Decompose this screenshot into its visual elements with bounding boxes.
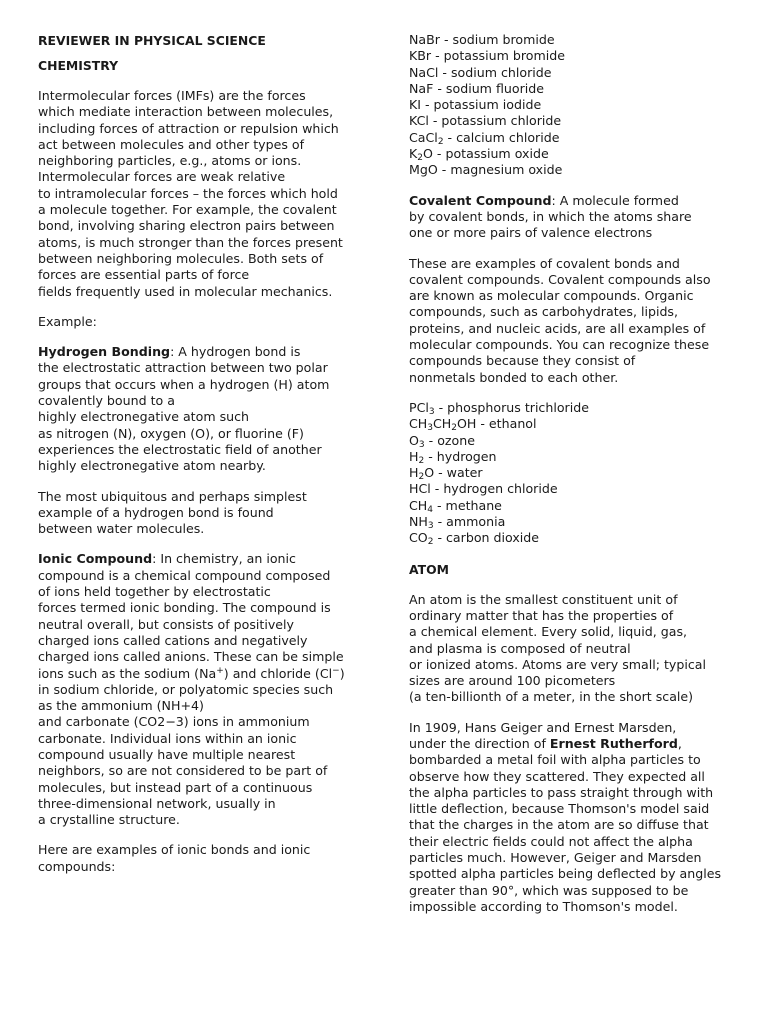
text-run: CH xyxy=(409,416,428,432)
paragraph-line: compounds because they consist of xyxy=(409,353,636,369)
list-item: MgO - magnesium oxide xyxy=(409,162,563,178)
paragraph-line: neighbors, so are not considered to be part of xyxy=(38,763,328,779)
list-item: NaCl - sodium chloride xyxy=(409,64,552,80)
paragraph-line: as nitrogen (N), oxygen (O), or fluorine (F) xyxy=(38,425,304,441)
paragraph-line: in sodium chloride, or polyatomic species such xyxy=(38,681,334,697)
list-item xyxy=(409,514,734,530)
paragraph-line: a chemical element. Every solid, liquid, gas, xyxy=(409,624,688,640)
list-item xyxy=(409,146,734,162)
text-run: ) and chloride (Cl xyxy=(223,665,333,681)
paragraph-line: molecules, but instead part of a continuous xyxy=(38,779,313,795)
text-run: O - potassium oxide xyxy=(423,146,549,162)
paragraph-line: little deflection, because Thomson's model said xyxy=(409,801,710,817)
list-item xyxy=(409,465,734,481)
text-run: - phosphorus trichloride xyxy=(434,399,589,415)
paragraph-line: charged ions called cations and negatively xyxy=(38,632,308,648)
text-run: ) xyxy=(339,665,345,681)
paragraph-line: Here are examples of ionic bonds and ionic xyxy=(38,842,311,858)
paragraph-line: particles much. However, Geiger and Marsden xyxy=(409,850,702,866)
paragraph-line: by covalent bonds, in which the atoms share xyxy=(409,208,692,224)
paragraph-line: covalently bound to a xyxy=(38,393,175,409)
covalent-examples-list xyxy=(409,400,734,547)
paragraph-line: compounds, such as carbohydrates, lipids, xyxy=(409,304,679,320)
paragraph-line: and plasma is composed of neutral xyxy=(409,640,631,656)
paragraph-line: spotted alpha particles being deflected by angles xyxy=(409,866,722,882)
ionic-compound-text: : In chemistry, an ionic xyxy=(152,551,296,567)
paragraph-line: and carbonate (CO2−3) ions in ammonium xyxy=(38,714,310,730)
paragraph-line: experiences the electrostatic field of another xyxy=(38,441,322,457)
covalent-examples-paragraph xyxy=(409,256,734,386)
paragraph-line: greater than 90°, which was supposed to be xyxy=(409,882,689,898)
subscript: 3 xyxy=(427,423,433,434)
paragraph-line: charged ions called anions. These can be simple xyxy=(38,649,344,665)
ionic-compound-term: Ionic Compound xyxy=(38,551,153,567)
list-item: NaF - sodium fluoride xyxy=(409,80,544,96)
text-run: under the direction of xyxy=(409,735,550,751)
text-run: - methane xyxy=(433,497,502,513)
geiger-marsden-paragraph xyxy=(409,720,734,916)
paragraph-line: highly electronegative atom nearby. xyxy=(38,458,266,474)
document-title: REVIEWER IN PHYSICAL SCIENCE xyxy=(38,33,266,48)
text-run: , xyxy=(677,735,682,751)
text-run: O - water xyxy=(424,465,483,481)
text-run: OH - ethanol xyxy=(457,416,537,432)
paragraph-line: a crystalline structure. xyxy=(38,812,180,828)
text-run: CH xyxy=(433,416,452,432)
list-item xyxy=(409,433,734,449)
hydrogen-bonding-paragraph xyxy=(38,344,370,474)
paragraph-line: compounds: xyxy=(38,858,116,874)
list-item xyxy=(409,481,734,497)
paragraph-line: Intermolecular forces (IMFs) are the forces xyxy=(38,88,306,103)
hydrogen-bonding-term: Hydrogen Bonding xyxy=(38,344,171,360)
paragraph-line xyxy=(38,666,370,682)
covalent-compound-term: Covalent Compound xyxy=(409,192,552,208)
paragraph-line xyxy=(409,193,734,209)
paragraph-line: The most ubiquitous and perhaps simplest xyxy=(38,488,307,504)
text-run: H xyxy=(409,448,419,464)
text-run: K xyxy=(409,146,418,162)
paragraph-line: covalent compounds. Covalent compounds also xyxy=(409,271,711,287)
paragraph-line: or ionized atoms. Atoms are very small; typical xyxy=(409,656,707,672)
list-item xyxy=(409,498,734,514)
subscript: 3 xyxy=(427,521,434,532)
paragraph-line: fields frequently used in molecular mechanics. xyxy=(38,283,333,299)
rutherford-name: Ernest Rutherford xyxy=(549,735,678,751)
text-run: - ozone xyxy=(424,432,475,448)
right-column xyxy=(409,32,734,915)
subscript: 3 xyxy=(418,439,425,450)
list-item xyxy=(409,449,734,465)
list-item: NaBr - sodium bromide xyxy=(409,32,555,47)
left-column xyxy=(38,32,370,875)
paragraph-line: ordinary matter that has the properties of xyxy=(409,607,674,623)
text-run: - ammonia xyxy=(433,514,506,530)
paragraph-line: compound is a chemical compound composed xyxy=(38,567,331,583)
paragraph-line xyxy=(409,736,734,752)
ionic-examples-intro xyxy=(38,842,370,875)
paragraph-line: the electrostatic attraction between two polar xyxy=(38,360,328,376)
covalent-compound-text: : A molecule formed xyxy=(551,192,679,208)
paragraph-line: that the charges in the atom are so diffuse that xyxy=(409,817,709,833)
paragraph-line: including forces of attraction or repulsion which xyxy=(38,120,339,136)
paragraph-line: to intramolecular forces – the forces which hold xyxy=(38,185,338,201)
hydrogen-bonding-text: : A hydrogen bond is xyxy=(170,344,301,360)
paragraph-line: Intermolecular forces are weak relative xyxy=(38,169,286,185)
text-run: ions such as the sodium (Na xyxy=(38,665,217,681)
text-run: - carbon dioxide xyxy=(433,530,540,546)
paragraph-line: observe how they scattered. They expected all xyxy=(409,768,705,784)
paragraph-line: a molecule together. For example, the covalent xyxy=(38,202,337,218)
paragraph-line: their electric fields could not affect the alpha xyxy=(409,833,693,849)
subscript: 2 xyxy=(418,455,425,466)
list-item xyxy=(409,400,734,416)
paragraph-line: These are examples of covalent bonds and xyxy=(409,255,680,271)
paragraph-line: impossible according to Thomson's model. xyxy=(409,898,678,914)
paragraph-line: forces are essential parts of force xyxy=(38,267,250,283)
list-item xyxy=(409,130,734,146)
superscript: − xyxy=(332,665,340,676)
paragraph-line: An atom is the smallest constituent unit of xyxy=(409,591,678,607)
paragraph-line: groups that occurs when a hydrogen (H) atom xyxy=(38,376,330,392)
example-label: Example: xyxy=(38,313,97,329)
text-run: PCl xyxy=(409,399,429,415)
paragraph-line: neighboring particles, e.g., atoms or ions. xyxy=(38,153,302,169)
paragraph-line: example of a hydrogen bond is found xyxy=(38,504,274,520)
paragraph-line: which mediate interaction between molecules, xyxy=(38,104,334,120)
paragraph-line: In 1909, Hans Geiger and Ernest Marsden, xyxy=(409,719,677,735)
text-run: CH xyxy=(409,497,428,513)
subscript: 3 xyxy=(428,406,435,417)
paragraph-line: forces termed ionic bonding. The compound is xyxy=(38,600,331,616)
ionic-examples-list xyxy=(409,32,734,179)
water-paragraph xyxy=(38,489,370,538)
paragraph-line: molecular compounds. You can recognize these xyxy=(409,337,710,353)
text-run: - hydrogen xyxy=(424,448,497,464)
paragraph-line: as the ammonium (NH+4) xyxy=(38,698,204,714)
superscript: + xyxy=(216,665,224,676)
ionic-compound-paragraph xyxy=(38,551,370,828)
paragraph-line: act between molecules and other types of xyxy=(38,136,305,152)
paragraph-line: carbonate. Individual ions within an ionic xyxy=(38,730,297,746)
paragraph-line: highly electronegative atom such xyxy=(38,409,250,425)
text-run: O xyxy=(409,432,419,448)
subscript: 4 xyxy=(427,504,433,515)
paragraph-line: the alpha particles to pass straight through with xyxy=(409,784,714,800)
list-item xyxy=(409,416,734,432)
text-run: - calcium chloride xyxy=(443,129,560,145)
atom-paragraph xyxy=(409,592,734,706)
list-item: KBr - potassium bromide xyxy=(409,48,565,64)
imf-paragraph xyxy=(38,88,370,300)
list-item: KCl - potassium chloride xyxy=(409,113,562,129)
paragraph-line: are known as molecular compounds. Organic xyxy=(409,288,694,304)
paragraph-line: between neighboring molecules. Both sets of xyxy=(38,250,324,266)
text-run: H xyxy=(409,465,419,481)
paragraph-line xyxy=(38,551,370,567)
list-item xyxy=(409,530,734,546)
text-run: CaCl xyxy=(409,129,438,145)
atom-heading: ATOM xyxy=(409,561,449,577)
paragraph-line: of ions held together by electrostatic xyxy=(38,584,271,600)
paragraph-line: bombarded a metal foil with alpha particles to xyxy=(409,752,701,768)
paragraph-line: bond, involving sharing electron pairs between xyxy=(38,218,335,234)
paragraph-line: between water molecules. xyxy=(38,521,205,537)
list-item: KI - potassium iodide xyxy=(409,97,542,113)
paragraph-line: three-dimensional network, usually in xyxy=(38,795,276,811)
subscript: 2 xyxy=(418,472,425,483)
covalent-compound-paragraph xyxy=(409,193,734,242)
paragraph-line: nonmetals bonded to each other. xyxy=(409,369,619,385)
subscript: 2 xyxy=(427,537,434,548)
subscript: 2 xyxy=(417,153,423,164)
text-run: NH xyxy=(409,514,428,530)
text-run: HCl - hydrogen chloride xyxy=(409,481,558,497)
paragraph-line xyxy=(38,344,370,360)
paragraph-line: (a ten-billionth of a meter, in the short scale) xyxy=(409,689,694,705)
paragraph-line: atoms, is much stronger than the forces present xyxy=(38,234,343,250)
paragraph-line: neutral overall, but consists of positively xyxy=(38,616,294,632)
paragraph-line: proteins, and nucleic acids, are all examples of xyxy=(409,320,706,336)
paragraph-line: sizes are around 100 picometers xyxy=(409,673,616,689)
paragraph-line: one or more pairs of valence electrons xyxy=(409,225,653,241)
chemistry-heading: CHEMISTRY xyxy=(38,58,119,73)
subscript: 2 xyxy=(437,136,444,147)
subscript: 2 xyxy=(451,423,457,434)
paragraph-line: compound usually have multiple nearest xyxy=(38,746,296,762)
text-run: CO xyxy=(409,530,428,546)
